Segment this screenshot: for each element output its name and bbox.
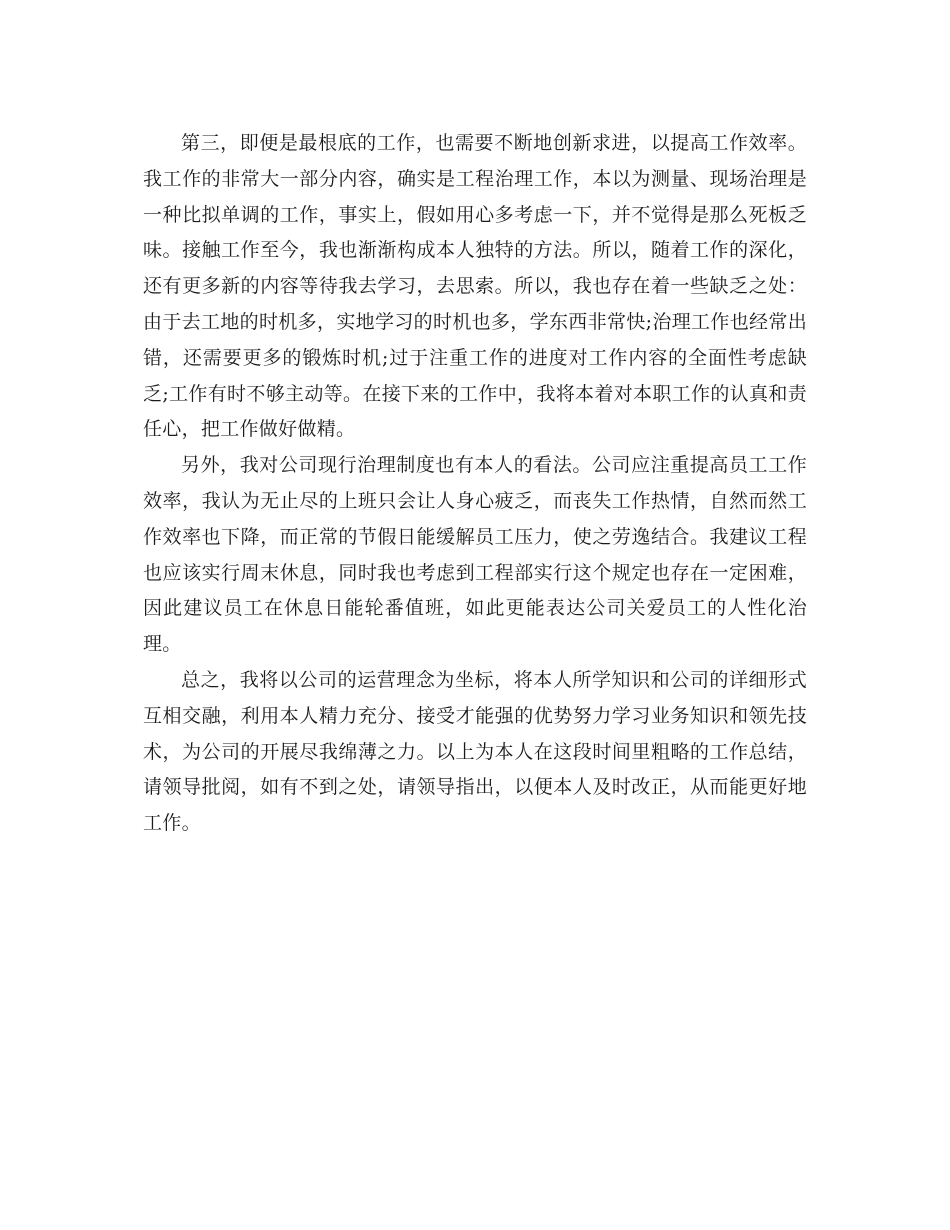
paragraph-conclusion: 总之，我将以公司的运营理念为坐标，将本人所学知识和公司的详细形式互相交融，利用本人精力充分、接受才能强的优势努力学习业务知识和领先技术，为公司的开展尽我绵薄之力。以上为本人在这段时间里粗略的工作总结，请领导批阅，如有不到之处，请领导指出，以便本人及时改正，从而能更好地工作。: [143, 668, 807, 835]
paragraph-third-point: 第三，即便是最根底的工作，也需要不断地创新求进，以提高工作效率。我工作的非常大一部分内容，确实是工程治理工作，本以为测量、现场治理是一种比拟单调的工作，事实上，假如用心多考虑一下，并不觉得是那么死板乏味。接触工作至今，我也渐渐构成本人独特的方法。所以，随着工作的深化，还有更多新的内容等待我去学习，去思索。所以，我也存在着一些缺乏之处：由于去工地的时机多，实地学习的时机也多，学东西非常快;治理工作也经常出错，还需要更多的锻炼时机;过于注重工作的进度对工作内容的全面性考虑缺乏;工作有时不够主动等。在接下来的工作中，我将本着对本职工作的认真和责任心，把工作做好做精。: [143, 132, 807, 441]
paragraph-management-opinion: 另外，我对公司现行治理制度也有本人的看法。公司应注重提高员工工作效率，我认为无止尽的上班只会让人身心疲乏，而丧失工作热情，自然而然工作效率也下降，而正常的节假日能缓解员工压力，使之劳逸结合。我建议工程也应该实行周末休息，同时我也考虑到工程部实行这个规定也存在一定困难，因此建议员工在休息日能轮番值班，如此更能表达公司关爱员工的人性化治理。: [143, 454, 807, 656]
document-body: [143, 126, 807, 842]
